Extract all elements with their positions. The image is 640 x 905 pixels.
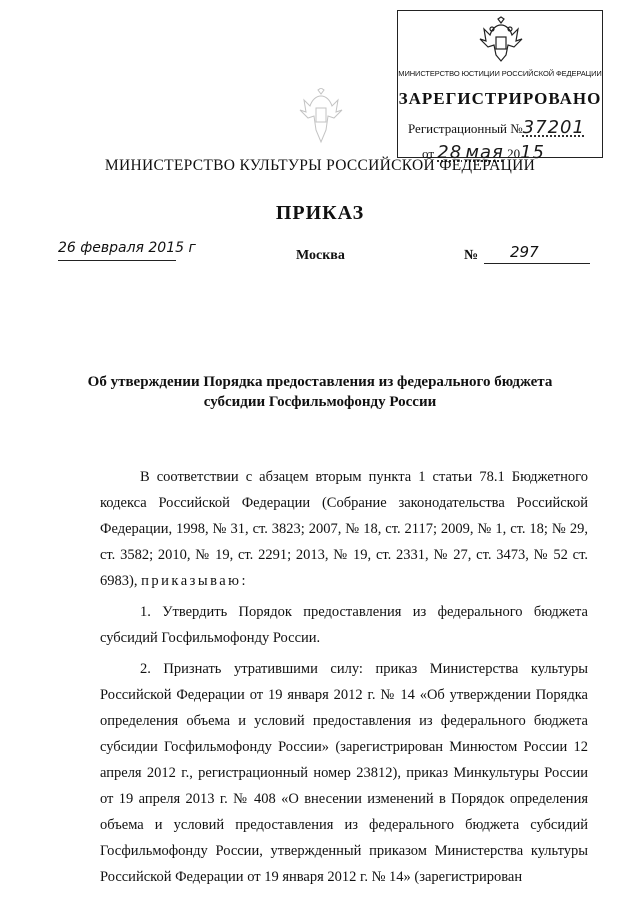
stamp-registered-label: ЗАРЕГИСТРИРОВАНО <box>398 89 602 108</box>
coat-of-arms-icon <box>298 88 344 146</box>
city: Москва <box>296 248 345 263</box>
stamp-reg-label: Регистрационный № <box>408 121 523 136</box>
stamp-date-year-prefix: 20 <box>507 146 521 161</box>
stamp-reg-number-handwritten: 37201 <box>522 117 585 138</box>
order-keyword: приказываю: <box>141 573 249 589</box>
title-line-2: субсидии Госфильмофонду России <box>203 394 437 410</box>
stamp-date-day: 28 <box>437 142 463 163</box>
registration-stamp <box>397 10 603 163</box>
order-number-handwritten: 297 <box>510 243 539 261</box>
date-underline <box>58 260 176 261</box>
stamp-date-prefix: от <box>422 146 435 161</box>
document-title <box>60 372 580 412</box>
paragraph-item-2: 2. Признать утратившими силу: приказ Министерства культуры Российской Федерации от 19 января 2012 г. № 14 «Об утверждении Порядка определения объема и условий предоставления из федерального бюджета субсидии Госфильмофонду России» (зарегистрирован Минюстом России 12 апреля 2012 г., регистрационный номер 23812), приказ Минкультуры России от 19 апреля 2013 г. № 408 «О внесении изменений в Порядок определения объема и условий предоставления из федерального бюджета субсидий Госфильмофонду России, утвержденный приказом Министерства культуры Российской Федерации от 19 января 2012 г. № 14» (зарегистрирован <box>100 661 588 885</box>
stamp-date-month: мая <box>465 142 504 163</box>
ministry-name: МИНИСТЕРСТВО КУЛЬТУРЫ РОССИЙСКОЙ ФЕДЕРАЦИИ <box>104 157 536 174</box>
document-body <box>100 464 588 895</box>
double-headed-eagle-icon <box>476 15 526 65</box>
document-type: ПРИКАЗ <box>275 202 365 224</box>
stamp-registration-number <box>408 117 585 138</box>
order-date-handwritten: 26 февраля 2015 г <box>58 240 196 256</box>
title-line-1: Об утверждении Порядка предоставления из федерального бюджета <box>87 374 553 390</box>
preamble-text: В соответствии с абзацем вторым пункта 1 статьи 78.1 Бюджетного кодекса Российской Федерации (Собрание законодательства Российской Федерации, 1998, № 31, ст. 3823; 2007, № 18, ст. 2117; 2009, № 1, ст. 18; № 29, ст. 3582; 2010, № 19, ст. 2291; 2013, № 19, ст. 2331, № 27, ст. 3473, № 52 ст. 6983), <box>100 469 588 589</box>
paragraph-preamble <box>100 464 588 594</box>
order-number-label: № <box>464 248 479 263</box>
stamp-date-year-suffix: 15 <box>520 142 546 163</box>
stamp-ministry-name: МИНИСТЕРСТВО ЮСТИЦИИ РОССИЙСКОЙ ФЕДЕРАЦИИ <box>398 69 602 78</box>
order-number-underline <box>484 263 590 264</box>
paragraph-item-1: 1. Утвердить Порядок предоставления из федерального бюджета субсидий Госфильмофонду России. <box>100 604 588 646</box>
